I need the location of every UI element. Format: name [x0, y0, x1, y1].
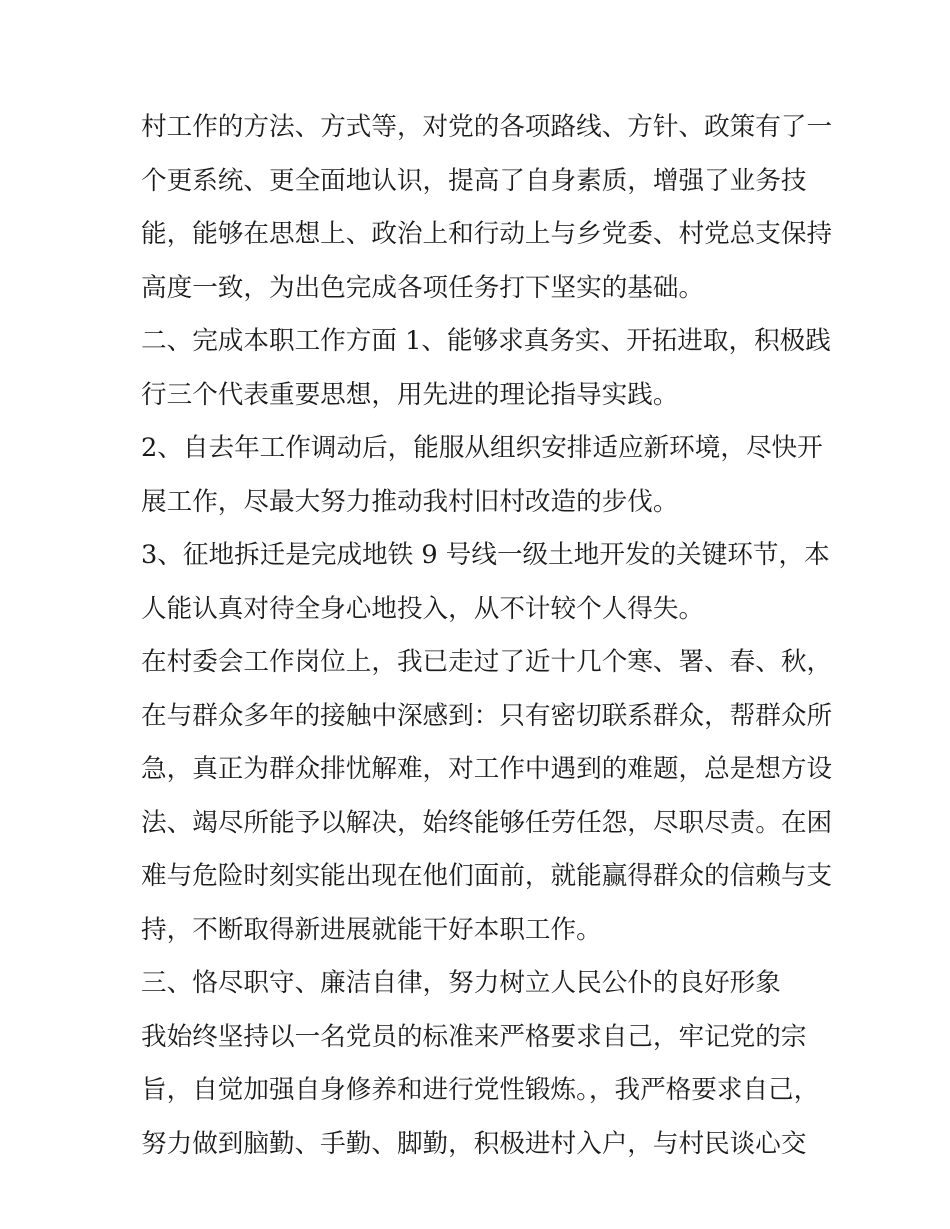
text-line: 高度一致，为出色完成各项任务打下坚实的基础。 [141, 272, 705, 303]
text-line: 在与群众多年的接触中深感到：只有密切联系群众，帮群众所 [141, 700, 833, 731]
document-body [141, 101, 831, 1171]
paragraph-start-line: 在村委会工作岗位上，我已走过了近十几个寒、署、春、秋， [141, 647, 833, 677]
text-line: 展工作，尽最大努力推动我村旧村改造的步伐。 [141, 486, 679, 517]
text-line: 难与危险时刻实能出现在他们面前，就能赢得群众的信赖与支 [141, 861, 833, 891]
section-heading-line: 三、恪尽职守、廉洁自律，努力树立人民公仆的良好形象 [141, 968, 781, 998]
text-line: 努力做到脑勤、手勤、脚勤，积极进村入户，与村民谈心交 [141, 1128, 807, 1159]
text-line: 法、竭尽所能予以解决，始终能够任劳任怨，尽职尽责。在困 [141, 807, 833, 838]
text-line: 人能认真对待全身心地投入，从不计较个人得失。 [141, 593, 705, 624]
list-item-line: 2、自去年工作调动后，能服从组织安排适应新环境，尽快开 [141, 433, 823, 463]
text-line: 急，真正为群众排忧解难，对工作中遇到的难题，总是想方设 [141, 754, 833, 784]
paragraph-start-line: 我始终坚持以一名党员的标准来严格要求自己，牢记党的宗 [141, 1021, 807, 1052]
text-line: 村工作的方法、方式等，对党的各项路线、方针、政策有了一 [141, 112, 833, 142]
list-item-line: 3、征地拆迁是完成地铁 9 号线一级土地开发的关键环节，本 [141, 540, 830, 570]
text-line: 旨，自觉加强自身修养和进行党性锻炼。，我严格要求自己， [141, 1075, 820, 1105]
section-heading-line: 二、完成本职工作方面 1、能够求真务实、开拓进取，积极践 [141, 326, 831, 356]
text-line: 能，能够在思想上、政治上和行动上与乡党委、村党总支保持 [141, 219, 833, 249]
text-line: 行三个代表重要思想，用先进的理论指导实践。 [141, 379, 679, 410]
text-line: 持，不断取得新进展就能干好本职工作。 [141, 914, 602, 945]
text-line: 个更系统、更全面地认识，提高了自身素质，增强了业务技 [141, 165, 807, 196]
